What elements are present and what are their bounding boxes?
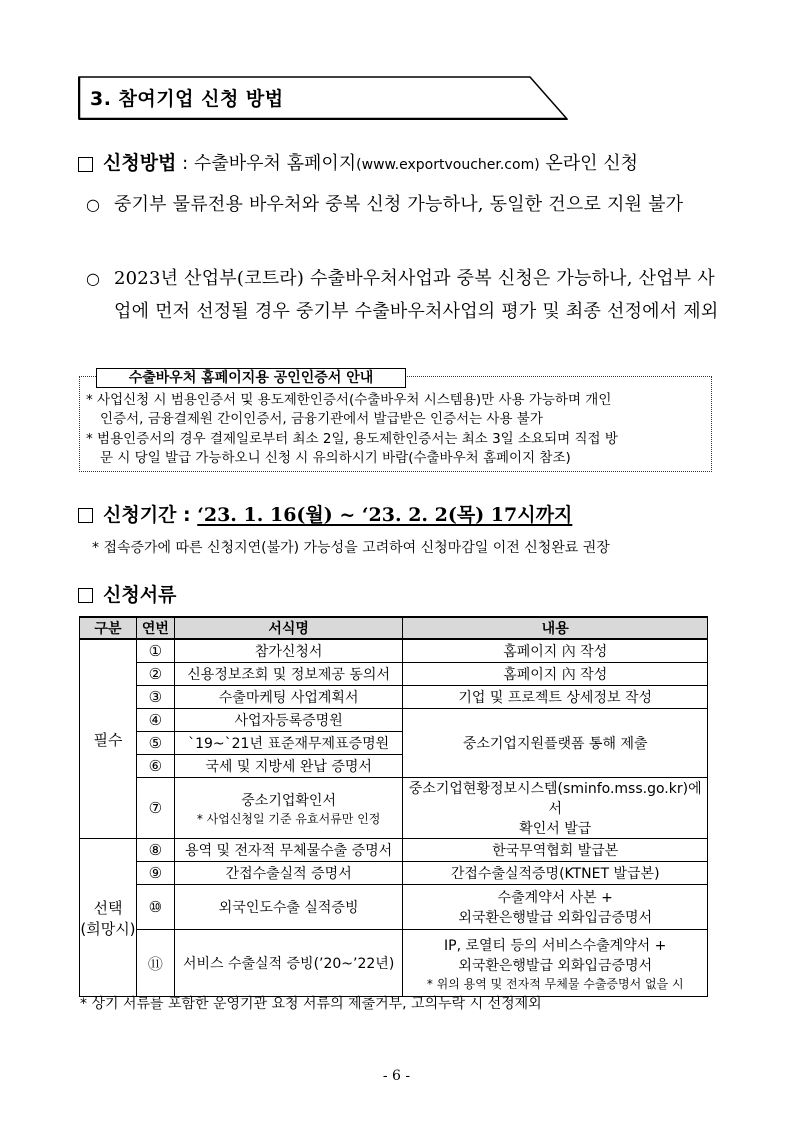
col-header: 서식명 — [174, 617, 403, 639]
bullet-item — [86, 188, 726, 254]
row-no: ⑦ — [136, 778, 174, 839]
row-content-cell — [403, 930, 708, 997]
row-no: ⑩ — [136, 885, 174, 930]
row-name: 서비스 수출실적 증빙(’20~’22년) — [174, 930, 403, 997]
row-no: ③ — [136, 686, 174, 709]
row-content: 중소기업현황정보시스템(sminfo.mss.go.kr)에서 — [408, 781, 702, 817]
group-optional-a: 선택 — [93, 898, 123, 917]
notice-item — [86, 391, 706, 429]
row-name: 간접수출실적 증명서 — [174, 862, 403, 885]
notice-box — [79, 376, 712, 472]
row-no: ⑥ — [136, 755, 174, 778]
table-row — [80, 709, 708, 732]
row-name: 수출마케팅 사업계획서 — [174, 686, 403, 709]
table-row — [80, 862, 708, 885]
group-optional — [80, 839, 137, 997]
row-name-note: * 사업신청일 기준 유효서류만 인정 — [196, 811, 381, 826]
row-content-cell — [403, 778, 708, 839]
row-content: 중소기업지원플랫폼 통해 제출 — [403, 709, 708, 778]
col-header: 연번 — [136, 617, 174, 639]
row-name: 참가신청서 — [174, 639, 403, 663]
page-number: - 6 - — [382, 1068, 411, 1084]
col-header: 내용 — [403, 617, 708, 639]
bullet-text: 2023년 산업부(코트라) 수출바우처사업과 중복 신청은 가능하나, 산업부 사업에 먼저 선정될 경우 중기부 수출바우처사업의 평가 및 최종 선정에서 제외 — [114, 268, 719, 322]
row-name: 외국인도수출 실적증빙 — [174, 885, 403, 930]
row-name: 신용정보조회 및 정보제공 동의서 — [174, 663, 403, 686]
group-optional-b: (희망시) — [80, 919, 136, 938]
method-line — [78, 148, 638, 175]
bullet-item — [86, 262, 726, 361]
docs-footnote: * 상기 서류를 포함한 운영기관 요청 서류의 제출거부, 고의누락 시 선정제외 — [80, 996, 542, 1012]
row-content: 간접수출실적증명(KTNET 발급본) — [403, 862, 708, 885]
row-content-note: * 위의 용역 및 전자적 무체물 수출증명서 없을 시 — [426, 976, 684, 991]
bullet-text: 중기부 물류전용 바우처와 중복 신청 가능하나, 동일한 건으로 지원 불가 — [114, 194, 684, 215]
row-no: ① — [136, 639, 174, 663]
row-name: 국세 및 지방세 완납 증명서 — [174, 755, 403, 778]
row-content: 홈페이지 內 작성 — [403, 639, 708, 663]
row-no: ④ — [136, 709, 174, 732]
row-content-2: 외국환은행발급 외화입금증명서 — [458, 910, 653, 926]
table-row — [80, 930, 708, 997]
row-no: ⑨ — [136, 862, 174, 885]
method-text-a: : 수출바우처 홈페이지 — [176, 153, 357, 174]
row-name-cell — [174, 778, 403, 839]
group-required: 필수 — [80, 639, 137, 839]
notice-item — [86, 430, 706, 468]
col-header: 구분 — [80, 617, 137, 639]
table-row — [80, 885, 708, 930]
checkbox-icon — [78, 157, 93, 172]
checkbox-icon — [78, 508, 93, 523]
circle-bullet-icon: ○ — [86, 195, 100, 214]
row-name: 용역 및 전자적 무체물수출 증명서 — [174, 839, 403, 862]
row-content-2: 외국환은행발급 외화입금증명서 — [458, 957, 653, 974]
period-note: * 접속증가에 따른 신청지연(불가) 가능성을 고려하여 신청마감일 이전 신청완료 권장 — [92, 540, 610, 556]
notice-line: * 범용인증서의 경우 결제일로부터 최소 2일, 용도제한인증서는 최소 3일 소요되며 직접 방 — [86, 431, 618, 447]
row-content-2: 확인서 발급 — [519, 821, 592, 837]
table-row — [80, 778, 708, 839]
table-header-row — [80, 617, 708, 639]
table-row — [80, 663, 708, 686]
documents-table — [79, 616, 708, 997]
table-row — [80, 686, 708, 709]
row-name: 사업자등록증명원 — [174, 709, 403, 732]
notice-line: 인증서, 금융결제원 간이인증서, 금융기관에서 발급받은 인증서는 사용 불가 — [100, 411, 543, 427]
docs-heading — [78, 580, 176, 607]
row-content: 기업 및 프로젝트 상세정보 작성 — [403, 686, 708, 709]
method-url: (www.exportvoucher.com) — [356, 157, 540, 173]
period-label: 신청기간 : — [103, 504, 198, 526]
row-content: 수출계약서 사본 + — [497, 890, 613, 906]
table-row — [80, 839, 708, 862]
row-content-cell — [403, 885, 708, 930]
row-no: ⑤ — [136, 732, 174, 755]
row-no: ⑧ — [136, 839, 174, 862]
checkbox-icon — [78, 588, 93, 603]
method-text-b: 온라인 신청 — [539, 153, 639, 174]
method-label: 신청방법 — [103, 152, 177, 174]
notice-line: * 사업신청 시 범용인증서 및 용도제한인증서(수출바우처 시스템용)만 사용 가능하며 개인 — [86, 392, 612, 408]
row-no: ⑪ — [136, 930, 174, 997]
docs-title: 신청서류 — [103, 584, 177, 606]
table-row — [80, 639, 708, 663]
notice-title: 수출바우처 홈페이지용 공인인증서 안내 — [96, 368, 406, 388]
row-no: ② — [136, 663, 174, 686]
notice-line: 문 시 당일 발급 가능하오니 신청 시 유의하시기 바람(수출바우처 홈페이지 참조) — [100, 450, 571, 466]
period-value: ‘23. 1. 16(월) ~ ‘23. 2. 2(목) 17시까지 — [197, 504, 573, 526]
row-content: 한국무역협회 발급본 — [403, 839, 708, 862]
circle-bullet-icon: ○ — [86, 269, 100, 288]
period-line — [78, 500, 572, 527]
row-name: `19~`21년 표준재무제표증명원 — [174, 732, 403, 755]
row-content: 홈페이지 內 작성 — [403, 663, 708, 686]
row-name: 중소기업확인서 — [241, 792, 336, 809]
section-title: 3. 참여기업 신청 방법 — [90, 88, 284, 110]
row-content: IP, 로열티 등의 서비스수출계약서 + — [444, 937, 667, 954]
section-header — [78, 76, 568, 120]
